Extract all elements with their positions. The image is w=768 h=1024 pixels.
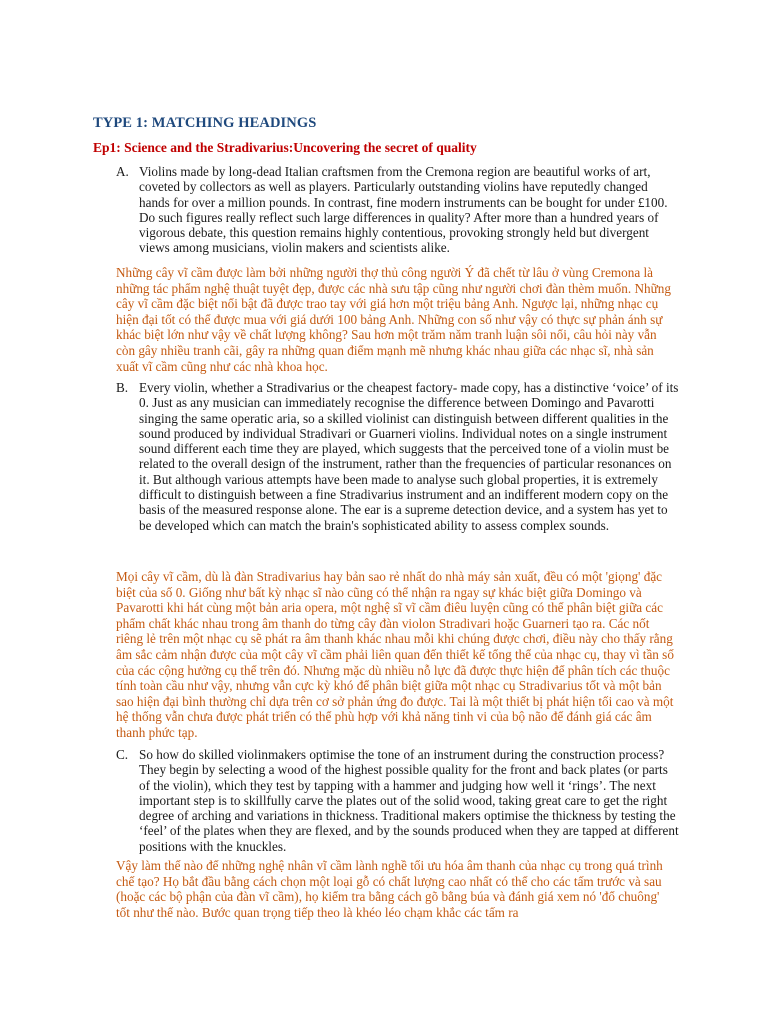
paragraph-a-translation: Những cây vĩ cầm được làm bởi những người thợ thủ công người Ý đã chết từ lâu ở vùng Cremona là những tác phẩm nghệ thuật tuyệt đẹp, được các nhà sưu tập cũng như người chơi đàn thèm muốn. Những cây vĩ cầm đặc biệt nổi bật đã được trao tay với giá hơn một triệu bảng Anh. Ngược lại, những nhạc cụ hiện đại tốt có thể được mua với giá dưới 100 bảng Anh. Những con số như vậy có thực sự phản ánh sự khác biệt lớn như vậy về chất lượng không? Sau hơn một trăm năm tranh luận sôi nổi, câu hỏi này vẫn còn gây nhiều tranh cãi, gây ra những quan điểm mạnh mẽ nhưng khác nhau giữa các nhạc sĩ, nhà sản xuất vĩ cầm cũng như các nhà khoa học. <box>116 265 671 374</box>
paragraph-a-english: Violins made by long-dead Italian craftsmen from the Cremona region are beautiful works of art, coveted by collectors as well as players. Particularly outstanding violins have reputedly changed hands for over a million pounds. In contrast, fine modern instruments can be bought for under £100. Do such figures really reflect such large differences in quality? After more than a hundred years of vigorous debate, this question remains highly contentious, provoking strongly held but divergent views among musicians, violin makers and scientists alike. <box>139 164 668 256</box>
type-title: TYPE 1: MATCHING HEADINGS <box>93 115 317 131</box>
paragraph-c-translation: Vậy làm thế nào để những nghệ nhân vĩ cầm lành nghề tối ưu hóa âm thanh của nhạc cụ trong quá trình chế tạo? Họ bắt đầu bằng cách chọn một loại gỗ có chất lượng cao nhất có thể cho các tấm trước và sau (hoặc các bộ phận của đàn vĩ cầm), họ kiểm tra bằng cách gõ bằng búa và đánh giá xem nó 'đổ chuông' tốt như thế nào. Bước quan trọng tiếp theo là khéo léo chạm khắc các tấm ra <box>116 858 663 920</box>
paragraph-c-english: So how do skilled violinmakers optimise the tone of an instrument during the construction process? They begin by selecting a wood of the highest possible quality for the front and back plates (or parts of the violin), which they test by tapping with a hammer and judging how well it ‘rings’. The next important step is to skillfully carve the plates out of the solid wood, taking great care to get the right degree of arching and variations in thickness. Traditional makers optimise the thickness by testing the ‘feel’ of the plates when they are flexed, and by the sounds produced when they are tapped at different positions with the knuckles. <box>139 747 679 854</box>
episode-title: Ep1: Science and the Stradivarius:Uncovering the secret of quality <box>93 140 477 155</box>
paragraph-b-translation: Mọi cây vĩ cầm, dù là đàn Stradivarius hay bản sao rẻ nhất do nhà máy sản xuất, đều có một 'giọng' đặc biệt của số 0. Giống như bất kỳ nhạc sĩ nào cũng có thể nhận ra ngay sự khác biệt giữa Domingo và Pavarotti khi hát cùng một bản aria opera, một nghệ sĩ vĩ cầm điêu luyện cũng có thể phân biệt giữa các phẩm chất khác nhau trong âm thanh do từng cây đàn violon Stradivari hoặc Guarneri tạo ra. Các nốt riêng lẻ trên một nhạc cụ sẽ phát ra âm thanh khác nhau mỗi khi chúng được chơi, điều này cho thấy rằng âm sắc cảm nhận được của một cây vĩ cầm phải liên quan đến thiết kế tổng thể của nhạc cụ, thay vì tần số của các cộng hưởng cụ thể trên đó. Nhưng mặc dù nhiều nỗ lực đã được thực hiện để phân tích các thuộc tính toàn cầu như vậy, nhưng vẫn cực kỳ khó để phân biệt giữa một nhạc cụ Stradivarius tốt và một bản sao hiện đại bình thường chỉ dựa trên cơ sở phản ứng đo được. Tai là một thiết bị phát hiện tối cao và một hệ thống vẫn chưa được phát triển có thể phù hợp với khả năng tinh vi của bộ não để đánh giá các âm thanh phức tạp. <box>116 569 674 740</box>
paragraph-b-english: Every violin, whether a Stradivarius or the cheapest factory- made copy, has a distinctive ‘voice’ of its 0. Just as any musician can immediately recognise the difference between Domingo and Pavarotti singing the same operatic aria, so a skilled violinist can distinguish between different qualities in the sound produced by individual Stradivari or Guarneri violins. Individual notes on a single instrument sound different each time they are played, which suggests that the perceived tone of a violin must be related to the overall design of the instrument, rather than the frequencies of particular resonances on it. But although various attempts have been made to analyse such global properties, it is extremely difficult to distinguish between a fine Stradivarius instrument and an indifferent modern copy on the basis of the measured response alone. The ear is a supreme detection device, and a system has yet to be developed which can match the brain's sophisticated ability to assess complex sounds. <box>139 380 679 533</box>
paragraph-marker-a: A. <box>116 164 129 179</box>
paragraph-marker-b: B. <box>116 380 129 395</box>
paragraph-marker-c: C. <box>116 747 129 762</box>
